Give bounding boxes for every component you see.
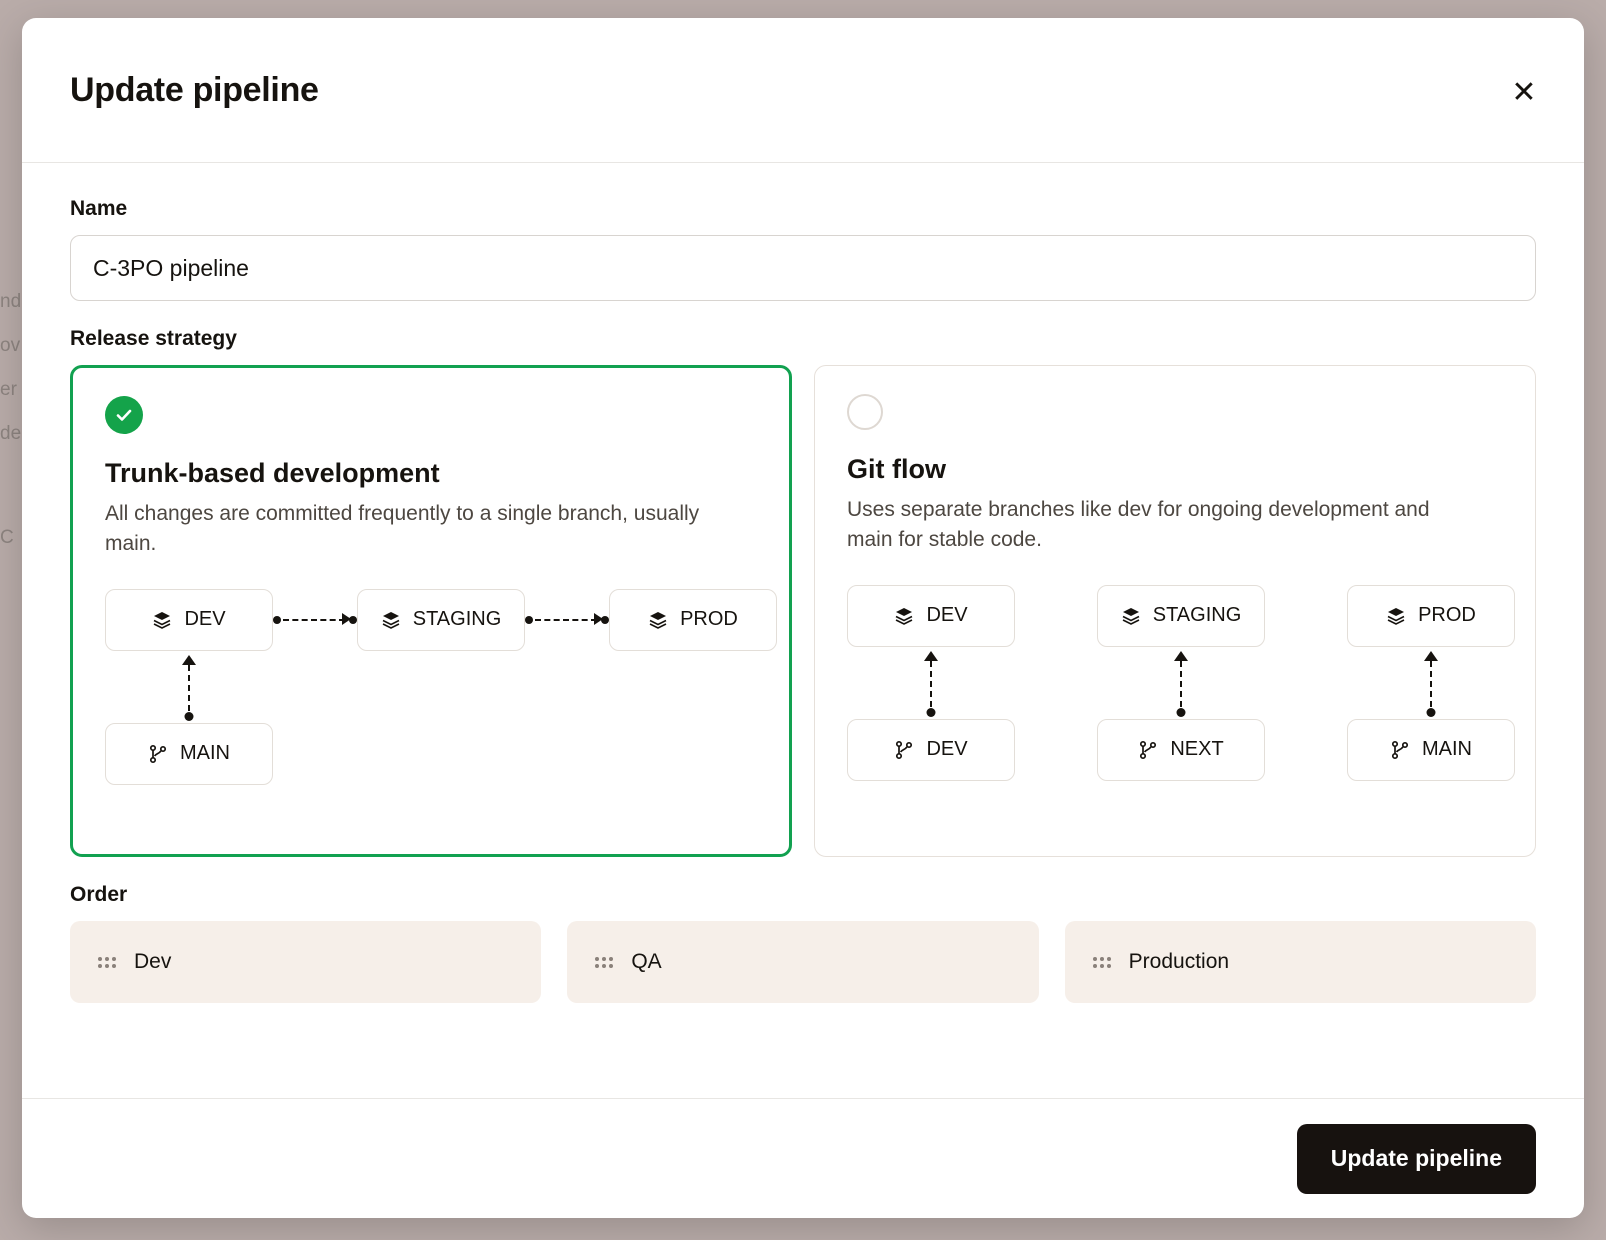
git-flow-diagram [847, 585, 1503, 781]
env-node-label: DEV [926, 604, 968, 627]
order-item-label: QA [631, 950, 662, 973]
radio-button[interactable] [847, 394, 883, 430]
env-node-prod[interactable] [609, 589, 777, 651]
order-item-qa[interactable] [567, 921, 1038, 1003]
env-node-label: PROD [680, 608, 738, 631]
background-text-fragment: de [0, 423, 22, 444]
strategy-card-trunk-based[interactable] [70, 365, 792, 857]
branch-node-label: MAIN [180, 742, 230, 765]
git-flow-column [1097, 585, 1265, 781]
page-title: Update pipeline [70, 70, 319, 109]
stack-icon [1121, 606, 1141, 626]
branch-node-label: MAIN [1422, 738, 1472, 761]
branch-node-main[interactable] [105, 723, 273, 785]
strategy-card-git-flow[interactable] [814, 365, 1536, 857]
branch-node-dev[interactable] [847, 719, 1015, 781]
branch-node-label: DEV [926, 738, 968, 761]
git-flow-column [1347, 585, 1515, 781]
drag-handle-icon[interactable] [595, 957, 613, 968]
order-label: Order [70, 883, 128, 906]
update-pipeline-button[interactable]: Update pipeline [1297, 1124, 1536, 1194]
environment-row [105, 589, 757, 651]
branch-link-arrow [1097, 647, 1265, 719]
order-item-dev[interactable] [70, 921, 541, 1003]
branch-link-arrow [847, 647, 1015, 719]
branch-link-arrow [105, 651, 273, 723]
stack-icon [1386, 606, 1406, 626]
order-item-label: Production [1128, 950, 1230, 973]
order-item-production[interactable] [1065, 921, 1536, 1003]
dialog-body [22, 163, 1584, 1098]
drag-handle-icon[interactable] [98, 957, 116, 968]
order-list [70, 921, 1536, 1003]
env-node-label: STAGING [412, 608, 502, 631]
env-node-prod[interactable] [1347, 585, 1515, 647]
strategy-title: Git flow [847, 454, 946, 484]
trunk-based-diagram [105, 589, 757, 785]
dialog-footer [22, 1098, 1584, 1218]
name-label: Name [70, 197, 128, 220]
dialog-header [22, 18, 1584, 163]
flow-arrow [273, 610, 357, 630]
background-text-fragment: ov [0, 335, 21, 356]
env-node-dev[interactable] [847, 585, 1015, 647]
env-node-label: STAGING [1152, 604, 1242, 627]
stack-icon [894, 606, 914, 626]
release-strategy-options [70, 365, 1536, 857]
background-text-fragment: C [0, 527, 14, 548]
strategy-description: All changes are committed frequently to a single branch, usually main. [105, 502, 700, 555]
flow-arrow [525, 610, 609, 630]
branch-node-label: NEXT [1170, 738, 1224, 761]
background-text-fragment: er [0, 379, 17, 400]
branch-link-arrow [1347, 647, 1515, 719]
background-text-fragment: nd [0, 291, 22, 312]
drag-handle-icon[interactable] [1093, 957, 1111, 968]
env-node-staging[interactable] [357, 589, 525, 651]
env-node-dev[interactable] [105, 589, 273, 651]
check-icon[interactable] [105, 396, 143, 434]
env-node-staging[interactable] [1097, 585, 1265, 647]
pipeline-name-input[interactable] [70, 235, 1536, 301]
branch-icon [148, 744, 168, 764]
branch-icon [1390, 740, 1410, 760]
release-strategy-label: Release strategy [70, 327, 237, 350]
close-icon[interactable]: ✕ [1504, 73, 1544, 113]
git-flow-column [847, 585, 1015, 781]
branch-icon [894, 740, 914, 760]
stack-icon [152, 610, 172, 630]
strategy-description: Uses separate branches like dev for ongoing development and main for stable code. [847, 498, 1430, 551]
env-node-label: PROD [1418, 604, 1476, 627]
strategy-title: Trunk-based development [105, 458, 440, 488]
branch-icon [1138, 740, 1158, 760]
order-item-label: Dev [134, 950, 172, 973]
env-node-label: DEV [184, 608, 226, 631]
stack-icon [381, 610, 401, 630]
update-pipeline-dialog [22, 18, 1584, 1218]
branch-node-main[interactable] [1347, 719, 1515, 781]
stack-icon [648, 610, 668, 630]
branch-node-next[interactable] [1097, 719, 1265, 781]
